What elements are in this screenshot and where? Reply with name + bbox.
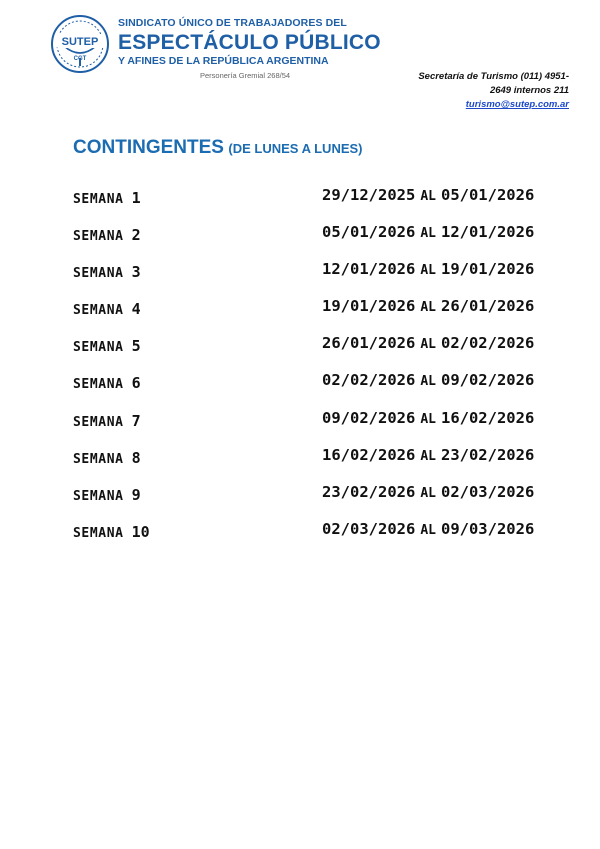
range-separator: AL — [420, 337, 436, 353]
week-start-date: 26/01/2026 — [322, 334, 416, 353]
week-range — [322, 186, 534, 204]
week-number: 1 — [131, 189, 141, 207]
contact-block — [418, 70, 569, 112]
week-range — [322, 483, 534, 501]
contact-email-link[interactable]: turismo@sutep.com.ar — [465, 99, 569, 110]
week-prefix: SEMANA — [73, 340, 124, 356]
week-number: 6 — [131, 374, 141, 393]
week-row — [73, 186, 558, 223]
week-end-date: 09/03/2026 — [440, 519, 535, 538]
week-start-date: 16/02/2026 — [322, 445, 416, 464]
contact-line-1: Secretaría de Turismo (011) 4951- — [418, 71, 569, 82]
week-start-date: 09/02/2026 — [322, 408, 416, 427]
week-number: 9 — [131, 485, 141, 504]
org-line-1: SINDICATO ÚNICO DE TRABAJADORES DEL — [118, 17, 347, 29]
logo-emblem-icon — [50, 14, 110, 74]
week-prefix: SEMANA — [73, 414, 124, 430]
week-number: 2 — [131, 226, 141, 245]
week-label — [73, 337, 141, 355]
week-row — [73, 446, 558, 483]
week-label — [73, 263, 141, 281]
range-separator: AL — [420, 226, 436, 242]
logo-subtext: CGT — [73, 56, 87, 62]
week-end-date: 09/02/2026 — [440, 371, 535, 390]
week-range — [322, 371, 534, 389]
organization-name — [118, 17, 381, 80]
range-separator: AL — [420, 300, 436, 316]
week-row — [73, 334, 558, 371]
week-row — [73, 483, 558, 520]
week-prefix: SEMANA — [73, 192, 124, 207]
week-prefix: SEMANA — [73, 229, 124, 245]
week-range — [322, 297, 534, 315]
week-prefix: SEMANA — [73, 377, 124, 393]
week-number: 3 — [131, 263, 141, 282]
title-main: CONTINGENTES — [73, 137, 224, 158]
week-range — [322, 446, 534, 464]
week-start-date: 02/03/2026 — [322, 519, 416, 538]
week-label — [73, 300, 141, 318]
week-row — [73, 260, 558, 297]
week-start-date: 19/01/2026 — [322, 297, 416, 316]
week-label — [73, 486, 141, 504]
week-row — [73, 371, 558, 408]
week-number: 7 — [131, 411, 141, 430]
page-title — [73, 137, 363, 159]
range-separator: AL — [420, 411, 436, 427]
week-prefix: SEMANA — [73, 451, 124, 467]
week-end-date: 05/01/2026 — [440, 186, 535, 204]
week-range — [322, 334, 534, 352]
week-start-date: 12/01/2026 — [322, 260, 416, 279]
title-subtitle: (DE LUNES A LUNES) — [228, 141, 363, 156]
range-separator: AL — [420, 263, 436, 279]
week-range — [322, 520, 534, 538]
week-end-date: 12/01/2026 — [440, 223, 535, 242]
org-line-2: ESPECTÁCULO PÚBLICO — [118, 30, 381, 54]
week-end-date: 02/03/2026 — [440, 482, 535, 501]
week-start-date: 29/12/2025 — [322, 186, 416, 204]
week-prefix: SEMANA — [73, 488, 124, 504]
week-label — [73, 523, 150, 541]
range-separator: AL — [420, 485, 436, 501]
range-separator: AL — [420, 448, 436, 464]
week-end-date: 26/01/2026 — [440, 297, 535, 316]
week-start-date: 23/02/2026 — [322, 482, 416, 501]
week-prefix: SEMANA — [73, 525, 124, 541]
week-start-date: 02/02/2026 — [322, 371, 416, 390]
org-registration: Personería Gremial 268/54 — [200, 71, 291, 80]
week-row — [73, 409, 558, 446]
week-range — [322, 409, 534, 427]
org-line-3: Y AFINES DE LA REPÚBLICA ARGENTINA — [118, 54, 329, 67]
range-separator: AL — [420, 374, 436, 390]
week-end-date: 16/02/2026 — [440, 408, 535, 427]
week-end-date: 23/02/2026 — [440, 445, 535, 464]
week-label — [73, 189, 141, 207]
week-number: 4 — [131, 300, 141, 319]
week-prefix: SEMANA — [73, 266, 124, 282]
week-end-date: 02/02/2026 — [440, 334, 535, 353]
week-prefix: SEMANA — [73, 303, 124, 319]
week-start-date: 05/01/2026 — [322, 223, 416, 242]
week-number: 10 — [131, 522, 150, 541]
weeks-list — [73, 186, 558, 557]
week-label — [73, 412, 141, 430]
week-range — [322, 260, 534, 278]
week-label — [73, 374, 141, 392]
week-number: 8 — [131, 448, 141, 467]
week-end-date: 19/01/2026 — [440, 260, 535, 279]
week-row — [73, 223, 558, 260]
week-range — [322, 223, 534, 241]
week-row — [73, 520, 558, 557]
week-number: 5 — [131, 337, 141, 356]
range-separator: AL — [420, 189, 436, 204]
sutep-logo — [50, 14, 110, 74]
week-label — [73, 449, 141, 467]
logo-text: SUTEP — [61, 36, 99, 48]
week-row — [73, 297, 558, 334]
week-label — [73, 226, 141, 244]
contact-line-2: 2649 internos 211 — [489, 85, 569, 96]
range-separator: AL — [420, 522, 436, 538]
